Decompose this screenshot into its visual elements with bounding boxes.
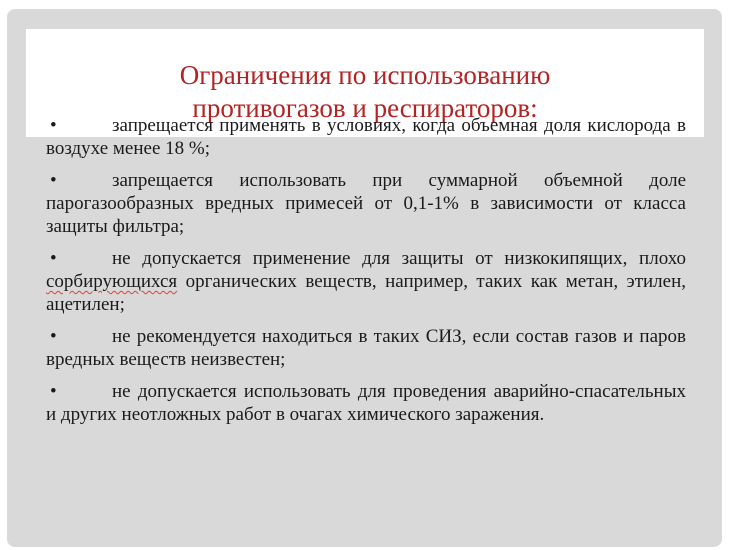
title-line-2: противогазов и респираторов: xyxy=(192,93,538,123)
spellcheck-word: сорбирующихся xyxy=(46,271,178,292)
bullet-icon: • xyxy=(50,170,57,191)
title-line-1: Ограничения по использованию xyxy=(179,60,551,90)
bullet-text: запрещается использовать при суммарной объемной доле парогазообразных вредных примесей от 0,1-1% в зависимости от класса защиты фильтра; xyxy=(46,170,686,237)
bullet-icon: • xyxy=(50,381,57,402)
bullet-text-after: органических веществ, например, таких как метан, этилен, ацетилен; xyxy=(46,271,686,315)
bullet-text: запрещается применять в условиях, когда объемная доля кислорода в воздухе менее 18 %; xyxy=(46,115,686,159)
bullet-icon: • xyxy=(50,115,57,136)
bullet-list xyxy=(46,114,686,435)
bullet-item xyxy=(46,169,686,238)
bullet-text-before: не допускается применение для защиты от низкокипящих, плохо xyxy=(112,248,686,269)
bullet-item xyxy=(46,325,686,371)
bullet-text: не рекомендуется находиться в таких СИЗ, если состав газов и паров вредных веществ неизвестен; xyxy=(46,326,686,370)
bullet-icon: • xyxy=(50,326,57,347)
bullet-icon: • xyxy=(50,248,57,269)
bullet-item xyxy=(46,380,686,426)
bullet-item xyxy=(46,247,686,316)
bullet-text: не допускается использовать для проведения аварийно-спасательных и других неотложных работ в очагах химического заражения. xyxy=(46,381,686,425)
bullet-item xyxy=(46,114,686,160)
